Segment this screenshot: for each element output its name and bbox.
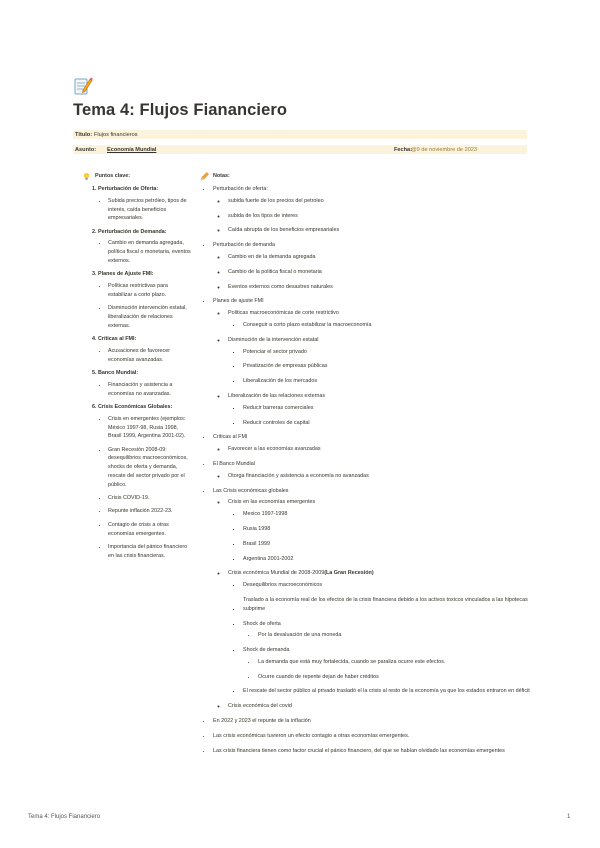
puntos-clave-item-label: 6. Crisis Económicas Globales: bbox=[98, 403, 173, 410]
notas-item bbox=[257, 658, 530, 670]
property-label-titulo: Título: bbox=[75, 131, 93, 138]
notas-item bbox=[242, 540, 530, 552]
pencil-icon bbox=[200, 172, 209, 181]
notas-item-text: Las crisis económicas tuvieron un efecto contagio a otras economías emergentes. bbox=[213, 732, 410, 739]
notas-item bbox=[242, 377, 530, 389]
notas-item-text: Las Crisis económicas globales bbox=[213, 487, 289, 494]
lightbulb-icon bbox=[82, 172, 91, 181]
notas-item bbox=[212, 185, 530, 238]
notas-item-text: Crisis económica Mundial de 2008-2009 bbox=[228, 570, 325, 577]
puntos-clave-column bbox=[82, 172, 192, 565]
notas-item bbox=[242, 404, 530, 416]
notas-item-text: Crisis en las economías emergentes bbox=[228, 499, 316, 506]
notas-item bbox=[227, 268, 530, 280]
notas-item-text: subida de los tipos de interes bbox=[228, 212, 298, 219]
puntos-clave-item-label: 4. Críticas al FMI: bbox=[98, 336, 137, 343]
notas-item-text: Rusia 1998 bbox=[243, 525, 271, 532]
notas-item-text: Privatización de empresas públicas bbox=[243, 363, 328, 370]
notas-item bbox=[212, 717, 530, 729]
page-title: Tema 4: Flujos Fiananciero bbox=[73, 101, 288, 119]
notas-item bbox=[212, 297, 530, 430]
notas-item bbox=[242, 419, 530, 431]
property-row-asunto bbox=[73, 145, 527, 154]
notas-item bbox=[227, 472, 530, 484]
notas-item bbox=[212, 487, 530, 715]
notas-item-text: Mexico 1997-1998 bbox=[243, 511, 288, 518]
notas-item-text: Potenciar el sector privado bbox=[243, 348, 307, 355]
puntos-clave-subitem: • Subida precios petróleo, tipos de interés, caída beneficios empresariales. bbox=[108, 197, 192, 223]
notas-item-text: Planes de ajuste FMI bbox=[213, 298, 264, 305]
notas-item-text: subida fuerte de los precios del petroleo bbox=[228, 197, 324, 204]
puntos-clave-list bbox=[82, 185, 192, 560]
notas-item-text: Cambio en de la demanda agregada bbox=[228, 253, 316, 260]
notas-item bbox=[227, 445, 530, 457]
notas-item bbox=[212, 433, 530, 457]
memo-icon bbox=[73, 76, 93, 96]
puntos-clave-subitem: • Cambio en demanda agregada, política fiscal o monetaria, eventos externos. bbox=[108, 239, 192, 265]
notas-item-text: En 2022 y 2023 el repunte de la inflación bbox=[213, 718, 311, 725]
notas-item bbox=[242, 581, 530, 593]
notas-item-text: Las crisis financiera tienen como factor crucial el pánico financiero, del que se habían olvidado las economías emergentes bbox=[213, 747, 505, 754]
notas-item-text: Shock de oferta bbox=[243, 620, 281, 627]
property-label-fecha: Fecha: bbox=[394, 146, 413, 153]
notas-item-text: Eventos externos como desastres naturales bbox=[228, 283, 333, 290]
notas-item bbox=[257, 631, 530, 643]
puntos-clave-subitem: • Gran Recesión 2008-09: desequilibrios macroeconómicos, shocks de oferta y demanda, rescate del sector privado por el público. bbox=[108, 446, 192, 490]
notas-item-text: Disminución de la intervención estatal bbox=[228, 336, 319, 343]
puntos-clave-subitem: • Disminución intervención estatal, liberalización de relaciones externas. bbox=[108, 304, 192, 330]
notas-item bbox=[242, 510, 530, 522]
notas-title: Notas: bbox=[213, 173, 230, 180]
notas-item-text: Reducir controles de capital bbox=[243, 419, 310, 426]
notas-item bbox=[227, 283, 530, 295]
notas-item bbox=[227, 336, 530, 389]
notas-list bbox=[200, 185, 530, 758]
notas-item bbox=[227, 212, 530, 224]
notas-item bbox=[242, 525, 530, 537]
notas-item bbox=[242, 596, 530, 617]
property-value-fecha: @9 de noviembre de 2023 bbox=[411, 146, 478, 153]
notas-heading bbox=[200, 172, 530, 181]
page-number: 1 bbox=[567, 814, 571, 820]
notas-item-text: Caída abrupta de los beneficios empresariales bbox=[228, 227, 340, 234]
notas-item-text: Reducir barreras comerciales bbox=[243, 404, 314, 411]
notas-item-text: Argentina 2001-2002 bbox=[243, 555, 294, 562]
notas-item-text: El rescate del sector público al privado trasladó el la crisis al resto de la economía ya que los estados entraron en déficit bbox=[243, 688, 530, 695]
puntos-clave-subitem: • Políticas restrictivas para estabilizar a corto plazo. bbox=[108, 282, 192, 300]
puntos-clave-item bbox=[98, 369, 192, 398]
notas-item bbox=[227, 392, 530, 430]
puntos-clave-subitem: • Repunte inflación 2022-23. bbox=[108, 507, 192, 516]
notas-item-text: Por la devaluación de una moneda bbox=[258, 632, 342, 639]
notas-item bbox=[227, 197, 530, 209]
puntos-clave-title: Puntos clave: bbox=[95, 173, 131, 180]
notas-item-text: Cambio de la politica fiscal o monetaria bbox=[228, 268, 322, 275]
puntos-clave-item-label: 1. Perturbación de Oferta: bbox=[98, 186, 159, 192]
notas-item-text: Perturbación de oferta: bbox=[213, 186, 268, 192]
puntos-clave-subitem: • Importancia del pánico financiero en las crisis financieras. bbox=[108, 543, 192, 561]
notas-item bbox=[242, 646, 530, 684]
notas-item bbox=[242, 321, 530, 333]
notas-item-text: Brasil 1999 bbox=[243, 540, 270, 547]
puntos-clave-item-label: 5. Banco Mundial: bbox=[98, 370, 139, 377]
notas-item-text: Desequilibrios macroeconómicos bbox=[243, 582, 323, 589]
puntos-clave-item bbox=[98, 270, 192, 330]
notas-item bbox=[212, 732, 530, 744]
notas-item-text: Ocurre cuando de repente dejan de haber créditos bbox=[258, 673, 379, 680]
notas-item bbox=[227, 702, 530, 714]
notas-item bbox=[227, 498, 530, 566]
notas-item bbox=[212, 460, 530, 484]
notas-item bbox=[212, 747, 530, 759]
notas-item bbox=[242, 620, 530, 644]
puntos-clave-item bbox=[98, 335, 192, 364]
notas-item bbox=[227, 569, 530, 699]
puntos-clave-subitem: • Contagio de crisis a otras economías emergentes. bbox=[108, 521, 192, 539]
notas-item bbox=[242, 362, 530, 374]
notas-item bbox=[212, 241, 530, 294]
notas-item-text: Liberalización de los mercados bbox=[243, 378, 318, 385]
notas-item bbox=[242, 687, 530, 699]
property-label-asunto: Asunto: bbox=[75, 146, 97, 153]
asunto-link[interactable]: Economía Mundial bbox=[107, 146, 157, 153]
notas-item bbox=[227, 309, 530, 333]
notas-column bbox=[200, 172, 530, 761]
puntos-clave-subitem: • Crisis COVID-19. bbox=[108, 494, 192, 503]
notas-item-text: Otorga financiación y asistencia a economía no avanzadas bbox=[228, 472, 369, 479]
notas-item bbox=[257, 673, 530, 685]
notas-item-bold: (La Gran Recesión) bbox=[324, 570, 374, 577]
puntos-clave-subitem: • Acusaciones de favorecer economías avanzadas. bbox=[108, 347, 192, 365]
puntos-clave-subitem: • Crisis en emergentes (ejemplos: México 1997-98, Rusia 1998, Brasil 1999, Argentina 2001-02). bbox=[108, 415, 192, 441]
puntos-clave-heading bbox=[82, 172, 192, 181]
puntos-clave-item-label: 2. Perturbación de Demanda: bbox=[98, 228, 167, 235]
notas-item-text: Traslado a la economía real de los efectos de la crisis financiera debido a los activos toxicos vinculados a las hipotecas subprime bbox=[243, 596, 528, 612]
property-value-titulo: Flujos financieros bbox=[94, 131, 138, 138]
notas-item-text: Liberalización de las relaciones externas bbox=[228, 392, 326, 399]
notas-item-text: Crisis económica del covid bbox=[228, 703, 292, 710]
puntos-clave-item bbox=[98, 403, 192, 560]
property-row-titulo bbox=[73, 130, 527, 139]
puntos-clave-item bbox=[98, 228, 192, 266]
notas-item-text: Perturbación de demanda bbox=[213, 242, 276, 249]
notas-item bbox=[242, 555, 530, 567]
notas-item-text: Favorecer a las economías avanzadas bbox=[228, 446, 321, 453]
notas-item-text: La demanda que está muy fortalecida, cuando se paraliza ocurre este efectos. bbox=[258, 658, 446, 665]
puntos-clave-item-label: 3. Planes de Ajuste FMI: bbox=[98, 271, 154, 278]
notas-item bbox=[242, 348, 530, 360]
puntos-clave-item bbox=[98, 185, 192, 223]
notas-item-text: Politicas macroeconómicas de corte restrictivo bbox=[228, 310, 339, 317]
puntos-clave-subitem: • Financiación y asistencia a economías no avanzadas. bbox=[108, 381, 192, 399]
notas-item bbox=[227, 226, 530, 238]
notas-item-text: El Banco Mundial bbox=[213, 460, 255, 467]
notas-item-text: Criticas al FMI bbox=[213, 434, 248, 441]
notas-item bbox=[227, 253, 530, 265]
notas-item-text: Conseguir a corto plazo estabilizar la macroeconomía bbox=[243, 321, 372, 328]
footer-title: Tema 4: Flujos Fiananciero bbox=[28, 814, 101, 820]
notas-item-text: Shock de demanda bbox=[243, 647, 290, 654]
